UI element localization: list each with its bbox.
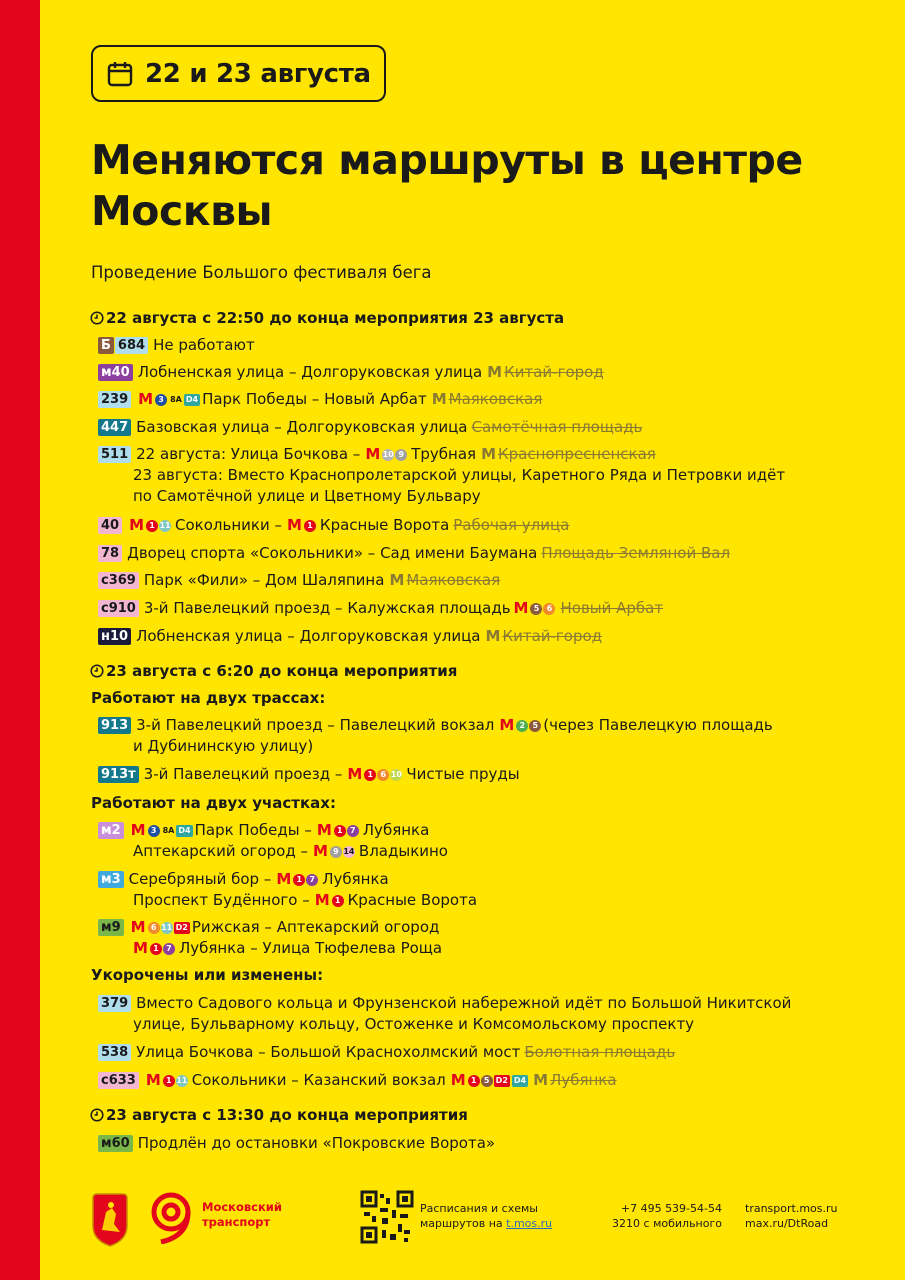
- metro-line-9-icon: 9: [330, 846, 342, 858]
- route-text: 3-й Павелецкий проезд – Павелецкий вокзал: [136, 716, 495, 734]
- group-heading: Укорочены или изменены:: [91, 966, 324, 984]
- calendar-icon: [107, 61, 133, 87]
- metro-icon: М: [389, 571, 405, 589]
- phone-number[interactable]: +7 495 539-54-54: [620, 1202, 722, 1215]
- footer: [90, 1190, 850, 1250]
- metro-line-1-icon: 1: [150, 943, 162, 955]
- route-row-continuation: [133, 841, 448, 862]
- metro-line-1-icon: 1: [146, 520, 158, 532]
- cancelled-stop: Маяковская: [448, 390, 543, 408]
- cancelled-stop: Маяковская: [406, 571, 501, 589]
- schedule-link[interactable]: t.mos.ru: [506, 1217, 553, 1230]
- cancelled-stop: Болотная площадь: [524, 1043, 676, 1061]
- route-tag: м60: [98, 1135, 133, 1152]
- route-text: Базовская улица – Долгоруковская улица: [136, 418, 468, 436]
- route-row-continuation: улице, Бульварному кольцу, Остоженке и Комсомольскому проспекту: [133, 1015, 695, 1033]
- route-tag: 447: [98, 419, 131, 436]
- metro-icon: М: [485, 627, 501, 645]
- metro-icon: М: [487, 363, 503, 381]
- route-text: Сокольники – Казанский вокзал: [191, 1071, 446, 1089]
- route-tag: с910: [98, 600, 139, 617]
- cancelled-stop: Краснопресненская: [498, 445, 656, 463]
- route-row: [98, 389, 542, 410]
- metro-line-3-icon: 3: [155, 394, 167, 406]
- mcd-d2-icon: D2: [495, 1075, 508, 1085]
- route-row: [98, 335, 255, 356]
- route-row: [98, 715, 773, 736]
- mobile-number[interactable]: 3210 с мобильного: [612, 1217, 722, 1230]
- route-text: 22 августа: Улица Бочкова –: [136, 445, 361, 463]
- metro-line-9-icon: 9: [395, 449, 407, 461]
- metro-icon: М: [365, 445, 381, 463]
- route-text: Лубянка: [362, 821, 430, 839]
- date-text: 22 и 23 августа: [145, 58, 371, 89]
- metro-icon: М: [312, 842, 328, 860]
- metro-icon: М: [276, 870, 292, 888]
- route-row: [98, 444, 656, 465]
- metro-line-7-icon: 7: [163, 943, 175, 955]
- route-tag: с369: [98, 572, 139, 589]
- cancelled-stop: Лубянка: [550, 1071, 617, 1089]
- brand-name: [202, 1200, 282, 1230]
- metro-icon: М: [431, 390, 447, 408]
- metro-line-14-icon: 14: [343, 846, 355, 856]
- metro-line-6-icon: 6: [148, 922, 160, 934]
- metro-line-11-icon: 11: [159, 520, 171, 530]
- clock-icon: [90, 664, 104, 678]
- metro-line-10-icon: 10: [390, 769, 402, 779]
- metro-icon: М: [145, 1071, 161, 1089]
- metro-icon: М: [286, 516, 302, 534]
- route-row: [98, 869, 389, 890]
- route-text: Серебряный бор –: [128, 870, 272, 888]
- route-text: Лобненская улица – Долгоруковская улица: [137, 363, 483, 381]
- group-heading: Работают на двух участках:: [91, 794, 336, 812]
- section-heading-2: [90, 662, 457, 680]
- route-tag: 684: [115, 337, 148, 354]
- route-text: Аптекарский огород –: [133, 842, 308, 860]
- metro-line-7-icon: 7: [347, 825, 359, 837]
- route-tag: 239: [98, 391, 131, 408]
- metro-icon: М: [481, 445, 497, 463]
- route-row: [98, 598, 663, 619]
- metro-line-6-icon: 6: [377, 769, 389, 781]
- route-tag: м9: [98, 919, 124, 936]
- route-tag: 40: [98, 517, 122, 534]
- route-row-continuation: 23 августа: Вместо Краснопролетарской улицы, Каретного Ряда и Петровки идёт: [133, 466, 786, 484]
- metro-icon: М: [499, 716, 515, 734]
- mcd-d4-icon: D4: [513, 1075, 527, 1085]
- route-tag: м2: [98, 822, 124, 839]
- metro-line-1-icon: 1: [468, 1075, 480, 1087]
- brand-line-2: транспорт: [202, 1215, 271, 1229]
- max-link[interactable]: max.ru/DtRoad: [745, 1217, 829, 1230]
- metro-icon: М: [138, 390, 154, 408]
- metro-line-3-icon: 3: [148, 825, 160, 837]
- red-side-bar: [0, 0, 40, 1280]
- metro-line-1-icon: 1: [364, 769, 376, 781]
- route-tag: 538: [98, 1044, 131, 1061]
- route-row: [98, 362, 604, 383]
- route-text: Парк Победы –: [194, 821, 312, 839]
- metro-line-6-icon: 6: [543, 603, 555, 615]
- route-tag: н10: [98, 628, 131, 645]
- metro-icon: М: [513, 599, 529, 617]
- section-heading-3: [90, 1106, 468, 1124]
- route-tag: м3: [98, 871, 124, 888]
- cancelled-stop: Китай-город: [502, 627, 603, 645]
- route-text: Сокольники –: [175, 516, 282, 534]
- site-link[interactable]: transport.mos.ru: [745, 1202, 838, 1215]
- metro-line-5-icon: 5: [529, 720, 541, 732]
- route-text: Рижская – Аптекарский огород: [191, 918, 440, 936]
- metro-icon: М: [130, 918, 146, 936]
- route-row: [98, 820, 429, 841]
- cancelled-stop: Китай-город: [504, 363, 604, 381]
- metro-icon: М: [450, 1071, 466, 1089]
- metro-line-5-icon: 5: [481, 1075, 493, 1087]
- route-row: [98, 917, 439, 938]
- date-badge: [91, 45, 386, 102]
- mcd-d4-icon: D4: [185, 394, 199, 404]
- schedule-line-1: Расписания и схемы: [420, 1202, 538, 1215]
- route-row-continuation: и Дубининскую улицу): [133, 737, 314, 755]
- route-text: Улица Бочкова – Большой Краснохолмский мост: [136, 1043, 521, 1061]
- route-row: [98, 543, 730, 564]
- route-row-continuation: по Самотёчной улице и Цветному Бульвару: [133, 487, 481, 505]
- metro-line-1-icon: 1: [334, 825, 346, 837]
- group-heading: Работают на двух трассах:: [91, 689, 326, 707]
- metro-line-8a-icon: 8А: [170, 395, 182, 404]
- route-text: Лубянка – Улица Тюфелева Роща: [178, 939, 443, 957]
- route-text: Лобненская улица – Долгоруковская улица: [136, 627, 481, 645]
- metro-line-5-icon: 5: [530, 603, 542, 615]
- section-heading-text: 22 августа с 22:50 до конца мероприятия 23 августа: [106, 309, 565, 327]
- route-text: 3-й Павелецкий проезд –: [143, 765, 343, 783]
- metro-line-8a-icon: 8А: [162, 826, 175, 835]
- route-tag: 78: [98, 545, 122, 562]
- title-line-2: Москвы: [91, 187, 273, 235]
- metro-line-1-icon: 1: [293, 874, 305, 886]
- metro-icon: М: [314, 891, 330, 909]
- moscow-transport-logo-icon: [147, 1192, 195, 1244]
- metro-icon: М: [133, 939, 148, 957]
- route-row: [98, 626, 602, 647]
- route-text: (через Павелецкую площадь: [543, 716, 773, 734]
- metro-line-10-icon: 10: [382, 449, 394, 459]
- route-row: [98, 1070, 617, 1091]
- route-row: [98, 515, 569, 536]
- metro-line-2-icon: 2: [516, 720, 528, 732]
- route-text: Владыкино: [358, 842, 448, 860]
- route-row-continuation: [133, 890, 477, 911]
- mcd-d4-icon: D4: [178, 825, 191, 835]
- mcd-d2-icon: D2: [175, 922, 188, 932]
- route-text: Красные Ворота: [347, 891, 478, 909]
- title-line-1: Меняются маршруты в центре: [91, 136, 803, 184]
- route-tag: Б: [98, 337, 114, 354]
- moscow-coat-of-arms-icon: [90, 1190, 130, 1248]
- route-tag: 913: [98, 717, 131, 734]
- metro-line-11-icon: 11: [176, 1075, 188, 1085]
- qr-code-icon[interactable]: [360, 1190, 414, 1244]
- route-text: Красные Ворота: [319, 516, 450, 534]
- route-text: Дворец спорта «Сокольники» – Сад имени Баумана: [127, 544, 538, 562]
- metro-line-7-icon: 7: [306, 874, 318, 886]
- page-title: [91, 135, 871, 237]
- clock-icon: [90, 1108, 104, 1122]
- brand-line-1: Московский: [202, 1200, 282, 1214]
- route-row: [98, 570, 500, 591]
- section-heading-1: [90, 309, 564, 327]
- metro-line-1-icon: 1: [332, 895, 344, 907]
- route-text: Трубная: [411, 445, 477, 463]
- metro-line-1-icon: 1: [304, 520, 316, 532]
- route-tag: 379: [98, 995, 131, 1012]
- route-text: 3-й Павелецкий проезд – Калужская площадь: [143, 599, 511, 617]
- route-tag: 511: [98, 446, 131, 463]
- metro-icon: М: [129, 516, 145, 534]
- cancelled-stop: Новый Арбат: [560, 599, 664, 617]
- route-tag: с633: [98, 1072, 139, 1089]
- metro-icon: М: [316, 821, 332, 839]
- metro-icon: М: [347, 765, 363, 783]
- section-heading-text: 23 августа с 13:30 до конца мероприятия: [106, 1106, 468, 1124]
- schedule-info: [420, 1201, 552, 1231]
- metro-line-11-icon: 11: [161, 922, 173, 932]
- route-row: [98, 1133, 495, 1154]
- cancelled-stop: Самотёчная площадь: [471, 418, 643, 436]
- cancelled-stop: Площадь Земляной Вал: [541, 544, 731, 562]
- route-text: Чистые пруды: [406, 765, 520, 783]
- route-tag: м40: [98, 364, 133, 381]
- section-heading-text: 23 августа с 6:20 до конца мероприятия: [106, 662, 458, 680]
- route-row: [98, 417, 642, 438]
- contact-phone: [600, 1201, 722, 1231]
- schedule-line-2: маршрутов на: [420, 1217, 503, 1230]
- route-text: Лубянка: [322, 870, 389, 888]
- route-text: Вместо Садового кольца и Фрунзенской набережной идёт по Большой Никитской: [136, 994, 792, 1012]
- route-text: Продлён до остановки «Покровские Ворота»: [137, 1134, 496, 1152]
- page-subtitle: Проведение Большого фестиваля бега: [91, 263, 432, 282]
- route-row: [98, 764, 520, 785]
- route-tag: 913т: [98, 766, 139, 783]
- route-row: [98, 1042, 675, 1063]
- clock-icon: [90, 311, 104, 325]
- metro-icon: М: [533, 1071, 549, 1089]
- metro-line-1-icon: 1: [163, 1075, 175, 1087]
- route-row: [98, 993, 791, 1014]
- cancelled-stop: Рабочая улица: [453, 516, 570, 534]
- route-text: Парк Победы – Новый Арбат: [202, 390, 427, 408]
- metro-icon: М: [130, 821, 146, 839]
- contact-links: [745, 1201, 838, 1231]
- route-text: Не работают: [153, 336, 255, 354]
- route-text: Парк «Фили» – Дом Шаляпина: [143, 571, 385, 589]
- route-row-continuation: [133, 938, 442, 959]
- route-text: Проспект Будённого –: [133, 891, 310, 909]
